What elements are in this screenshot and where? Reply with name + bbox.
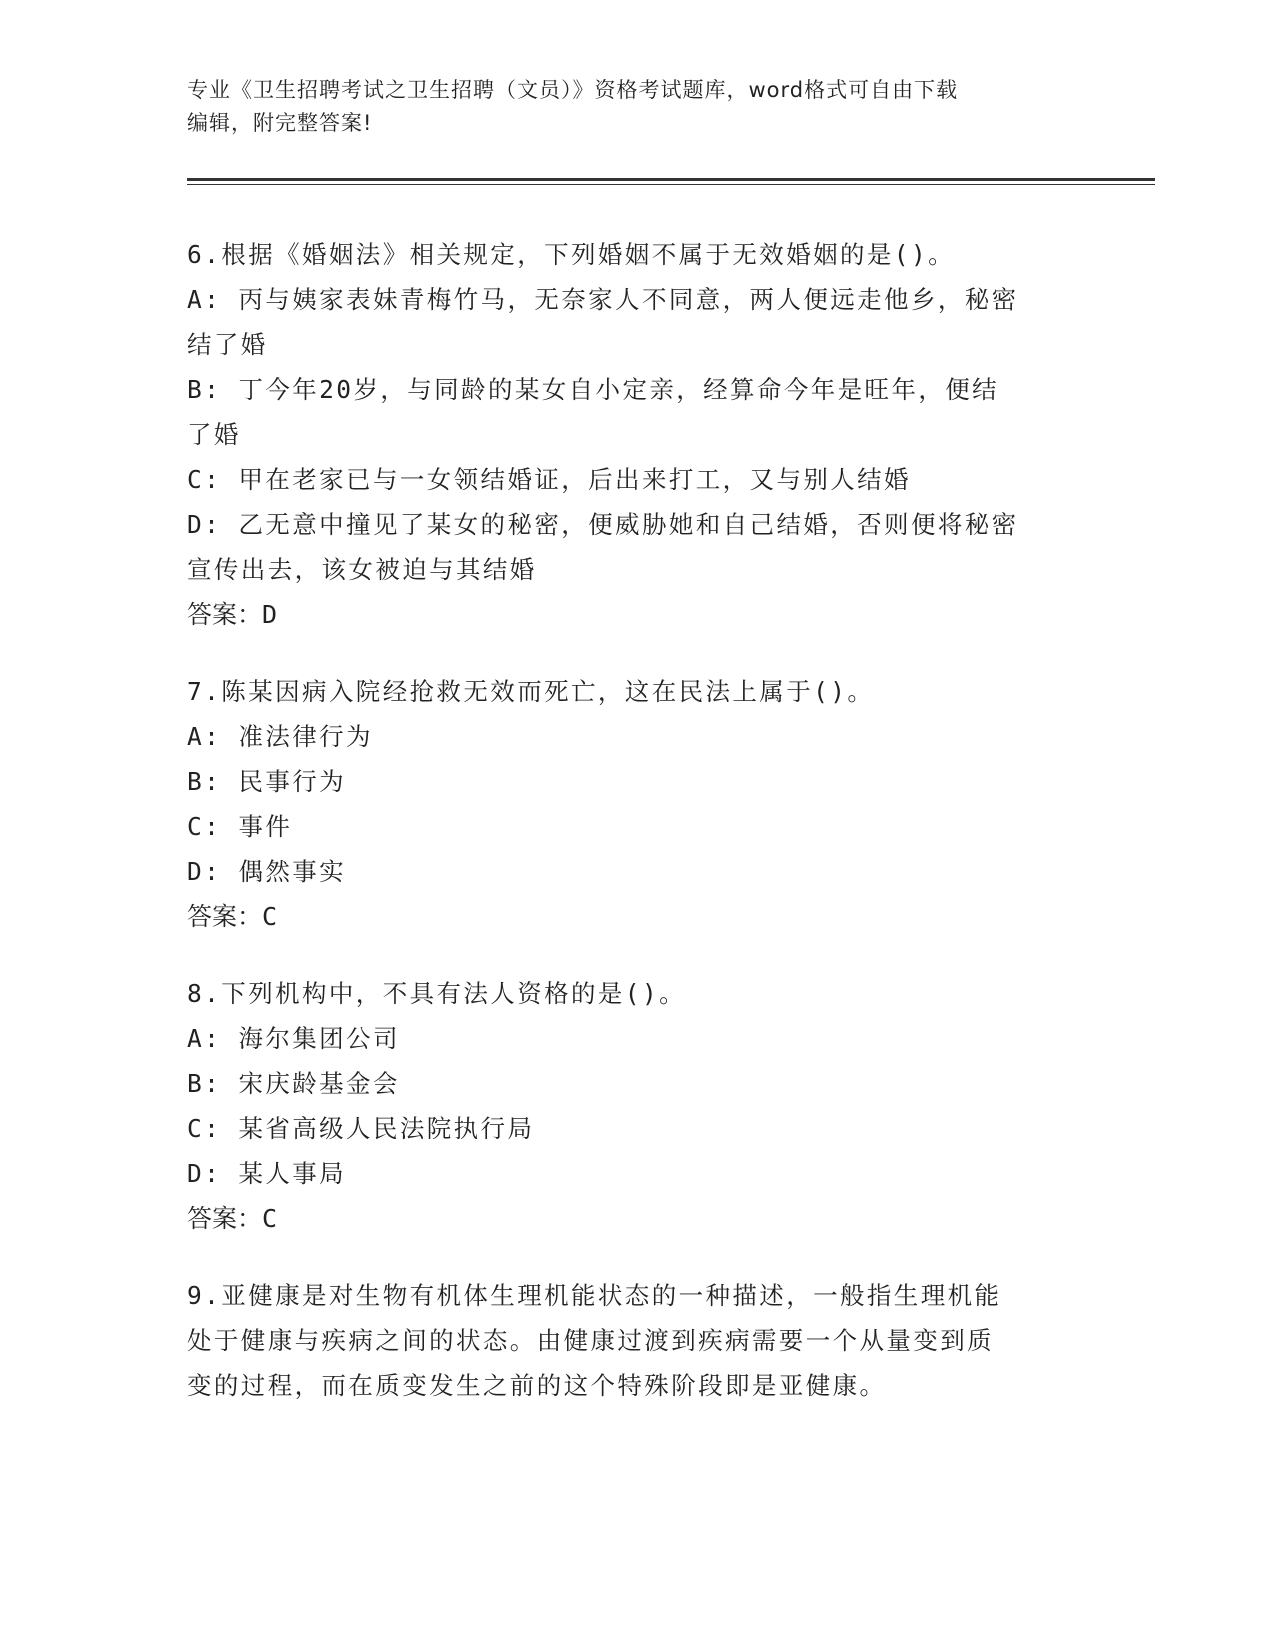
header-line-1: 专业《卫生招聘考试之卫生招聘（文员）》资格考试题库，word格式可自由下载 [187,78,959,102]
option-text-line: C: 事件 [187,812,293,841]
question-text-line: 7.陈某因病入院经抢救无效而死亡，这在民法上属于()。 [187,677,875,706]
option-item [187,502,1087,592]
header-divider-thick [187,178,1155,181]
option-item [187,367,1087,457]
option-item [187,277,1087,367]
answer-label: 答案： [187,902,263,931]
option-item [187,849,1087,894]
option-text-line: 结了婚 [187,330,268,359]
option-text-line: 了婚 [187,420,241,449]
option-item [187,759,1087,804]
option-text-line: 宣传出去，该女被迫与其结婚 [187,555,537,584]
option-item [187,1016,1087,1061]
option-text-line: B: 宋庆龄基金会 [187,1069,400,1098]
answer-value: D [262,600,278,629]
question-list [187,232,1087,1440]
header-line-2: 编辑，附完整答案! [187,111,373,135]
question-text-line: 9.亚健康是对生物有机体生理机能状态的一种描述，一般指生理机能 [187,1281,1002,1310]
question-text-line: 变的过程，而在质变发生之前的这个特殊阶段即是亚健康。 [187,1371,887,1400]
option-text-line: A: 海尔集团公司 [187,1024,400,1053]
option-text-line: D: 偶然事实 [187,857,347,886]
question-block [187,1273,1087,1408]
question-block [187,669,1087,939]
option-text-line: B: 民事行为 [187,767,347,796]
option-item [187,804,1087,849]
option-text-line: D: 乙无意中撞见了某女的秘密，便威胁她和自己结婚，否则便将秘密 [187,510,1019,539]
answer-value: C [262,1204,278,1233]
question-text-line: 8.下列机构中，不具有法人资格的是()。 [187,979,686,1008]
answer-value: C [262,902,278,931]
option-text-line: C: 甲在老家已与一女领结婚证，后出来打工，又与别人结婚 [187,465,911,494]
answer-line [187,894,1087,939]
option-item [187,457,1087,502]
question-block [187,971,1087,1241]
document-header [187,74,1067,140]
question-block [187,232,1087,637]
option-item [187,1061,1087,1106]
option-text-line: A: 丙与姨家表妹青梅竹马，无奈家人不同意，两人便远走他乡，秘密 [187,285,1019,314]
question-text-line: 处于健康与疾病之间的状态。由健康过渡到疾病需要一个从量变到质 [187,1326,994,1355]
option-text-line: C: 某省高级人民法院执行局 [187,1114,535,1143]
answer-line [187,1196,1087,1241]
question-text-line: 6.根据《婚姻法》相关规定，下列婚姻不属于无效婚姻的是()。 [187,240,955,269]
option-item [187,1151,1087,1196]
answer-line [187,592,1087,637]
option-item [187,714,1087,759]
option-text-line: D: 某人事局 [187,1159,347,1188]
option-item [187,1106,1087,1151]
option-text-line: A: 准法律行为 [187,722,373,751]
option-text-line: B: 丁今年20岁，与同龄的某女自小定亲，经算命今年是旺年，便结 [187,375,1000,404]
answer-label: 答案： [187,1204,263,1233]
header-divider-thin [187,184,1155,185]
answer-label: 答案： [187,600,263,629]
